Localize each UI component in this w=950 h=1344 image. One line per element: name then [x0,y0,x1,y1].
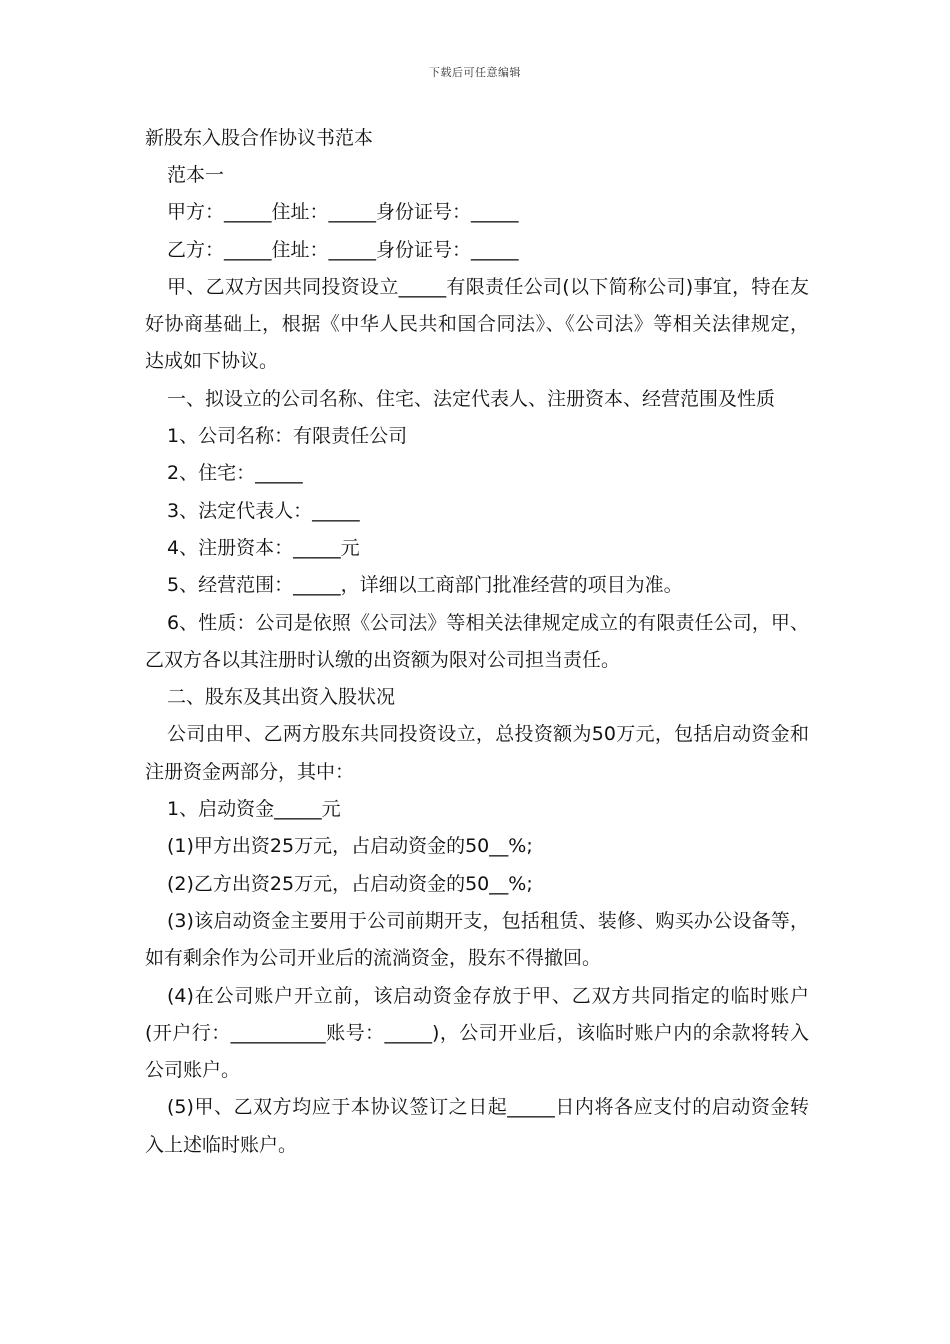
header-note: 下载后可任意编辑 [429,66,521,79]
subclause-3: (3)该启动资金主要用于公司前期开支，包括租赁、装修、购买办公设备等，如有剩余作为公司开业后的流淌资金，股东不得撤回。 [145,909,809,970]
clause-startup-funds: 1、启动资金_____元 [167,798,341,821]
section-1-heading: 一、拟设立的公司名称、住宅、法定代表人、注册资本、经营范围及性质 [167,387,776,410]
subclause-2: (2)乙方出资25万元，占启动资金的50__%; [167,872,533,895]
clause-business-scope: 5、经营范围：_____，详细以工商部门批准经营的项目为准。 [167,574,683,597]
sample-label: 范本一 [167,164,225,186]
page-header [0,64,950,80]
subclause-5: (5)甲、乙双方均应于本协议签订之日起_____日内将各应支付的启动资金转入上述临时账户。 [145,1096,809,1156]
clause-registered-capital: 4、注册资本：_____元 [167,536,360,559]
party-a-line: 甲方：_____住址：_____身份证号：_____ [167,201,519,224]
document-title: 新股东入股合作协议书范本 [145,127,374,149]
party-b-line: 乙方：_____住址：_____身份证号：_____ [167,238,519,261]
subclause-4: (4)在公司账户开立前，该启动资金存放于甲、乙双方共同指定的临时账户(开户行：__________账号：_____)，公司开业后，该临时账户内的余款将转入公司账户。 [145,984,809,1082]
subclause-1: (1)甲方出资25万元，占启动资金的50__%; [167,835,533,858]
clause-address: 2、住宅：_____ [167,462,303,485]
preamble-paragraph: 甲、乙双方因共同投资设立_____有限责任公司(以下简称公司)事宜，特在友好协商基础上，根据《中华人民共和国合同法》、《公司法》等相关法律规定，达成如下协议。 [145,275,809,373]
investment-paragraph: 公司由甲、乙两方股东共同投资设立，总投资额为50万元，包括启动资金和注册资金两部分，其中： [145,723,809,783]
clause-nature: 6、性质：公司是依照《公司法》等相关法律规定成立的有限责任公司，甲、乙双方各以其注册时认缴的出资额为限对公司担当责任。 [145,611,809,671]
clause-legal-representative: 3、法定代表人：_____ [167,499,360,522]
section-2-heading: 二、股东及其出资入股状况 [167,686,396,709]
document-body [145,120,809,1164]
clause-company-name: 1、公司名称：有限责任公司 [167,425,408,448]
